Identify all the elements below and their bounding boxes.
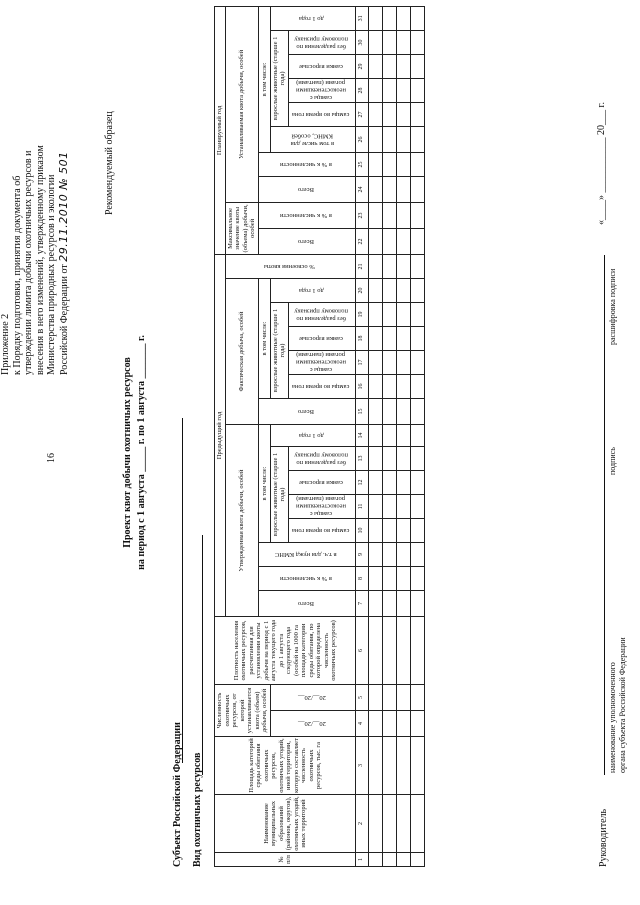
table-cell [383,424,397,446]
header-population: Численность охотничьих ресурсов, от которой устанавливается квота (объем) добычи, особей [215,684,271,736]
table-cell [383,176,397,202]
table-cell [411,302,425,326]
table-cell [383,737,397,795]
header-total: Всего [259,228,356,254]
header-including: в том числе: [259,278,270,398]
table-cell [369,711,383,737]
resource-fill-line [202,535,203,775]
table-cell [397,302,411,326]
table-cell [397,446,411,470]
table-cell [369,470,383,494]
table-cell [397,470,411,494]
header-max-quota: Максимальное значение квоты (объема) добычи, особей [225,202,259,254]
appendix-line: к Порядку подготовки, принятия документа об [11,175,23,375]
table-cell [397,590,411,616]
table-cell [397,78,411,102]
table-cell [369,518,383,542]
column-number: 16 [356,374,369,398]
column-number: 15 [356,398,369,424]
table-cell [369,102,383,126]
column-number: 29 [356,54,369,78]
table-cell [397,737,411,795]
appendix-line: Министерства природных ресурсов и экологии [46,174,57,375]
appendix-date-prefix: Российской Федерации от [58,264,70,375]
header-rut-males: самцы во время гона [288,102,356,126]
header-under-one: до 1 года [270,6,356,30]
column-number: 18 [356,326,369,350]
footer-caption-signature: подпись [608,447,617,475]
table-cell [397,795,411,853]
column-number: 31 [356,6,369,30]
table-cell [411,684,425,710]
table-cell [369,228,383,254]
table-cell [411,542,425,566]
header-adults: взрослые животные (старше 1 года) [270,30,288,126]
table-cell [369,30,383,54]
header-incl-kmns: в том числе для КМНС, особей [270,126,356,152]
header-total: Всего [259,590,356,616]
header-females: самки взрослые [288,326,356,350]
table-cell [369,176,383,202]
table-cell [397,398,411,424]
table-cell [369,78,383,102]
table-cell [383,30,397,54]
column-number: 22 [356,228,369,254]
table-cell [397,350,411,374]
subject-label: Субъект Российской Федерации [172,722,183,867]
header-velvet-males: самцы с неокостеневшими рогами (пантами) [288,494,356,518]
column-number: 26 [356,126,369,152]
column-number: 4 [356,711,369,737]
table-cell [369,54,383,78]
header-pct-population: в % к численности [259,152,356,176]
table-cell [411,853,425,867]
table-cell [383,616,397,684]
table-row [383,6,397,866]
table-cell [397,102,411,126]
footer-caption-authority-2: органа субъекта Российской Федерации [618,637,627,773]
table-cell [411,711,425,737]
table-cell [411,446,425,470]
column-number: 21 [356,254,369,278]
table-cell [369,254,383,278]
table-cell [383,374,397,398]
column-number: 10 [356,518,369,542]
table-cell [383,152,397,176]
table-cell [411,374,425,398]
table-cell [383,711,397,737]
table-cell [411,737,425,795]
header-no-sex: без разделения по половому признаку [288,446,356,470]
table-cell [383,446,397,470]
header-no-sex: без разделения по половому признаку [288,302,356,326]
table-cell [369,494,383,518]
header-rut-males: самцы во время гона [288,518,356,542]
table-cell [411,566,425,590]
appendix-note [0,45,70,375]
sample-note: Рекомендуемый образец [104,111,115,215]
column-number: 8 [356,566,369,590]
header-municipal: Наименование муниципальных образований (районов, округов), охотничьих угодий, иных территорий [215,795,356,853]
column-number: 30 [356,30,369,54]
column-number-row [356,6,369,866]
document-title: Проект квот добычи охотничьих ресурсов [122,357,133,548]
table-row [369,6,383,866]
table-cell [383,6,397,30]
table-cell [369,152,383,176]
header-no: № п/п [215,853,356,867]
column-number: 9 [356,542,369,566]
table-cell [397,176,411,202]
header-approved-quota: Утвержденная квота добычи, особей [225,424,259,616]
column-number: 5 [356,684,369,710]
document-period: на период с 1 августа _____ г. по 1 августа _______ г. [136,335,147,570]
table-cell [397,202,411,228]
column-number: 1 [356,853,369,867]
column-number: 20 [356,278,369,302]
column-number: 24 [356,176,369,202]
table-cell [369,302,383,326]
table-cell [383,684,397,710]
table-cell [397,684,411,710]
table-cell [411,202,425,228]
table-cell [411,228,425,254]
header-total: Всего [259,398,356,424]
table-cell [397,542,411,566]
table-cell [411,326,425,350]
table-cell [397,326,411,350]
table-cell [411,518,425,542]
table-cell [383,853,397,867]
table-cell [369,795,383,853]
appendix-line [58,45,71,375]
table-cell [383,302,397,326]
table-cell [369,326,383,350]
table-cell [369,566,383,590]
table-cell [383,566,397,590]
column-number: 6 [356,616,369,684]
table-cell [383,78,397,102]
table-cell [411,590,425,616]
header-no-sex: без разделения по половому признаку [288,30,356,54]
table-cell [411,350,425,374]
header-density: Плотность населения охотничьих ресурсов, рассчитанная для установления квоты добычи на период с 1 августа текущего года до 1 августа следующего года (особей на 1000 га площади категории среды обитания, по которой определена численность охотничьих ресурсов) [215,616,356,684]
table-cell [369,374,383,398]
header-including: в том числе: [259,6,270,152]
table-cell [383,126,397,152]
column-number: 28 [356,78,369,102]
header-rut-males: самцы во время гона [288,374,356,398]
table-cell [411,152,425,176]
column-number: 3 [356,737,369,795]
header-adults: взрослые животные (старше 1 года) [270,302,288,398]
column-number: 12 [356,470,369,494]
header-total: Всего [259,176,356,202]
column-number: 13 [356,446,369,470]
column-number: 25 [356,152,369,176]
table-cell [397,853,411,867]
column-number: 19 [356,302,369,326]
header-adults: взрослые животные (старше 1 года) [270,446,288,542]
footer-caption-decode: расшифровка подписи [608,268,617,345]
header-year-b: 20__/20__ [270,684,356,710]
table-cell [383,470,397,494]
header-under-one: до 1 года [270,278,356,302]
table-cell [369,6,383,30]
quota-table [214,6,425,867]
appendix-line: внесения в него изменений, утвержденному приказом [34,145,46,375]
table-cell [369,590,383,616]
table-cell [397,278,411,302]
column-number: 27 [356,102,369,126]
table-cell [397,518,411,542]
table-cell [369,350,383,374]
table-cell [411,30,425,54]
header-actual-take: Фактическая добыча, особей [225,278,259,424]
signature-line [604,255,605,775]
table-cell [383,398,397,424]
column-number: 11 [356,494,369,518]
table-cell [411,795,425,853]
table-cell [383,54,397,78]
table-cell [383,795,397,853]
table-cell [397,424,411,446]
table-cell [397,126,411,152]
table-cell [383,350,397,374]
header-kmns: в т.ч. для нужд КМНС [259,542,356,566]
footer-head-label: Руководитель [598,808,609,867]
table-cell [369,126,383,152]
header-velvet-males: самцы с неокостеневшими рогами (пантами) [288,350,356,374]
column-number: 2 [356,795,369,853]
table-cell [397,566,411,590]
column-number: 23 [356,202,369,228]
table-cell [383,254,397,278]
table-cell [397,254,411,278]
header-females: самки взрослые [288,470,356,494]
header-pct-population: в % к численности [259,202,356,228]
table-cell [397,228,411,254]
table-cell [397,711,411,737]
page-number: 16 [46,453,57,463]
table-cell [411,102,425,126]
header-including: в том числе: [259,424,270,542]
resource-label: Вид охотничьих ресурсов [192,752,203,867]
header-year-a: 20__/20__ [270,711,356,737]
table-cell [411,398,425,424]
header-previous-year: Предыдущий год [215,254,226,616]
column-number: 17 [356,350,369,374]
appendix-line: утверждении лимита добычи охотничьих ресурсов и [23,150,34,375]
table-cell [411,126,425,152]
header-under-one: до 1 года [270,424,356,446]
table-cell [383,518,397,542]
header-pct-population: в % к численности [259,566,356,590]
table-cell [411,254,425,278]
table-cell [369,278,383,302]
table-cell [383,202,397,228]
table-cell [411,494,425,518]
table-cell [383,102,397,126]
table-cell [397,374,411,398]
table-cell [383,590,397,616]
table-cell [369,684,383,710]
header-set-quota: Устанавливаемая квота добычи, особей [225,6,259,202]
table-cell [411,78,425,102]
handwritten-order-number: 29.11.2010 № 501 [56,151,70,262]
table-cell [411,6,425,30]
header-area: Площадь категорий среды обитания охотничьих ресурсов, охотничьих угодий, иной территории, которую составляет численность охотничьих ресурсов, тыс. га [215,737,356,795]
table-cell [369,398,383,424]
header-females: самки взрослые [288,54,356,78]
table-cell [397,54,411,78]
table-cell [369,446,383,470]
table-cell [397,6,411,30]
table-row [411,6,425,866]
table-cell [369,542,383,566]
table-cell [411,54,425,78]
table-cell [397,616,411,684]
appendix-line: Приложение 2 [0,313,11,375]
table-cell [369,737,383,795]
table-cell [397,152,411,176]
header-planned-year: Планируемый год [215,6,226,254]
table-cell [411,470,425,494]
column-number: 14 [356,424,369,446]
subject-fill-line [182,418,183,763]
table-cell [411,176,425,202]
column-number: 7 [356,590,369,616]
footer-caption-authority: наименование уполномоченного [608,662,617,773]
table-cell [383,326,397,350]
table-cell [411,424,425,446]
footer-date: «____» ___________ 20___ г. [596,102,607,225]
table-cell [369,424,383,446]
table-cell [397,30,411,54]
table-row [397,6,411,866]
table-cell [411,616,425,684]
table-cell [397,494,411,518]
table-cell [369,853,383,867]
header-quota-use: % освоения квоты [225,254,356,278]
table-cell [383,542,397,566]
table-cell [383,494,397,518]
table-cell [411,278,425,302]
table-cell [369,202,383,228]
table-cell [383,278,397,302]
table-cell [369,616,383,684]
table-cell [383,228,397,254]
header-velvet-males: самцы с неокостеневшими рогами (пантами) [288,78,356,102]
